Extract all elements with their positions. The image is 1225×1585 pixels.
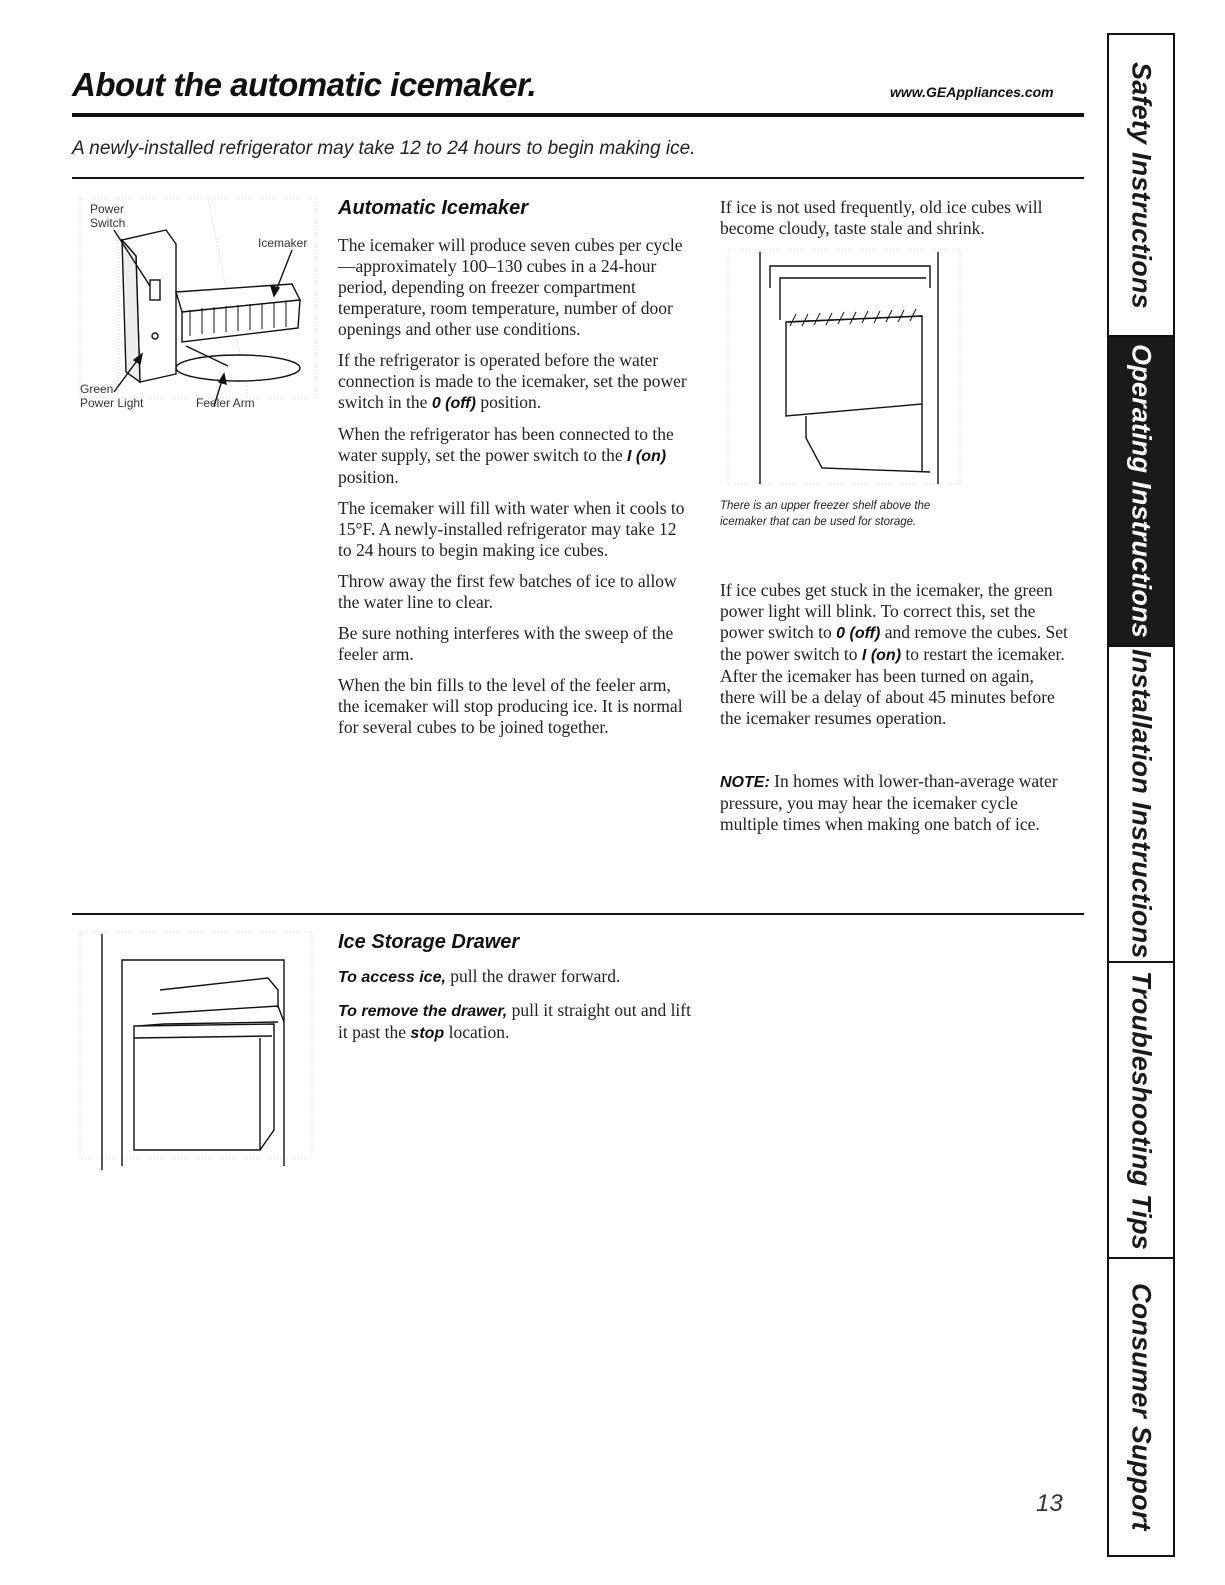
off-emphasis: 0 (off) [431, 395, 476, 412]
automatic-icemaker-body [338, 235, 688, 738]
text: pull the drawer forward. [445, 966, 621, 986]
paragraph-before-water [338, 350, 688, 414]
ice-storage-access [338, 966, 698, 988]
stop-emphasis: stop [410, 1025, 445, 1042]
icemaker-illustration [78, 196, 318, 426]
remove-drawer-emphasis: To remove the drawer, [338, 1003, 508, 1020]
stuck-cubes-paragraph [720, 580, 1072, 729]
ice-storage-drawing [78, 930, 314, 1170]
ice-storage-illustration [78, 930, 314, 1170]
paragraph-sweep: Be sure nothing interferes with the sweep of the feeler arm. [338, 623, 674, 664]
paragraph-bin-full: When the bin fills to the level of the feeler arm, the icemaker will stop producing ice. It is normal for several cubes to be joined together. [338, 675, 683, 737]
section-divider-top [72, 177, 1084, 179]
note-text: In homes with lower-than-average water pressure, you may hear the icemaker cycle multiple times when making one batch of ice. [720, 771, 1058, 834]
paragraph-throw-away: Throw away the first few batches of ice to allow the water line to clear. [338, 571, 677, 612]
text: position. [338, 467, 399, 487]
note-label: NOTE: [720, 774, 770, 791]
note-paragraph [720, 771, 1072, 835]
paragraph-production: The icemaker will produce seven cubes per cycle—approximately 100–130 cubes in a 24-hour period, depending on freezer compartment temperature, room temperature, number of door openings and other use conditions. [338, 235, 683, 339]
tab-consumer-support[interactable] [1109, 1259, 1173, 1555]
section-tab-column [1107, 33, 1175, 1557]
freezer-shelf-illustration [726, 248, 962, 488]
freezer-shelf-drawing [726, 248, 962, 488]
paragraph-fill: The icemaker will fill with water when it cools to 15°F. A newly-installed refrigerator may take 12 to 24 hours to begin making ice cubes. [338, 498, 685, 560]
section-divider-bottom [72, 913, 1084, 915]
on-emphasis: I (on) [627, 448, 667, 465]
tab-operating-instructions[interactable] [1109, 337, 1173, 647]
label-green: Green [80, 382, 114, 396]
label-power: Power [90, 202, 125, 216]
freezer-shelf-caption: There is an upper freezer shelf above the icemaker that can be used for storage. [720, 500, 931, 528]
tab-label: Troubleshooting Tips [1126, 970, 1157, 1250]
text: If the refrigerator is operated before the water connection is made to the icemaker, set the power switch in the [338, 350, 687, 412]
label-feeler-arm: Feeler Arm [196, 396, 255, 410]
tab-label: Consumer Support [1126, 1283, 1157, 1531]
heading-automatic-icemaker: Automatic Icemaker [338, 197, 529, 219]
ice-storage-remove [338, 1000, 698, 1044]
tab-safety-instructions[interactable] [1109, 35, 1173, 337]
text: to restart the icemaker. After the icemaker has been turned on again, there will be a delay of about 45 minutes before the icemaker resumes operation. [720, 644, 1065, 728]
text: location. [444, 1022, 510, 1042]
text: and remove the cubes. Set the power switch to [720, 622, 1068, 664]
text: position. [475, 392, 542, 412]
old-ice-paragraph: If ice is not used frequently, old ice cubes will become cloudy, taste stale and shrink. [720, 197, 1043, 238]
page-number: 13 [1036, 1490, 1063, 1517]
page-title: About the automatic icemaker. [72, 66, 537, 103]
on-emphasis: I (on) [861, 647, 902, 664]
label-power-light: Power Light [80, 396, 144, 410]
label-icemaker: Icemaker [258, 236, 308, 250]
tab-troubleshooting-tips[interactable] [1109, 963, 1173, 1259]
tab-label: Operating Instructions [1126, 344, 1157, 638]
tab-label: Installation Instructions [1126, 649, 1157, 959]
off-emphasis: 0 (off) [836, 625, 881, 642]
label-switch: Switch [90, 216, 126, 230]
tab-installation-instructions[interactable] [1109, 647, 1173, 963]
text: When the refrigerator has been connected to the water supply, set the power switch to the [338, 424, 674, 465]
paragraph-after-water [338, 424, 688, 488]
page-subtitle: A newly-installed refrigerator may take 12 to 24 hours to begin making ice. [72, 138, 696, 159]
tab-label: Safety Instructions [1126, 61, 1157, 309]
heading-ice-storage-drawer: Ice Storage Drawer [338, 931, 520, 953]
text: If ice cubes get stuck in the icemaker, the green power light will blink. To correct this, set the power switch to [720, 580, 1053, 642]
access-ice-emphasis: To access ice, [338, 969, 446, 986]
website-url[interactable]: www.GEAppliances.com [890, 84, 1054, 100]
icemaker-drawing [78, 196, 318, 426]
text: pull it straight out and lift it past the [338, 1000, 691, 1042]
header-rule [72, 113, 1084, 117]
